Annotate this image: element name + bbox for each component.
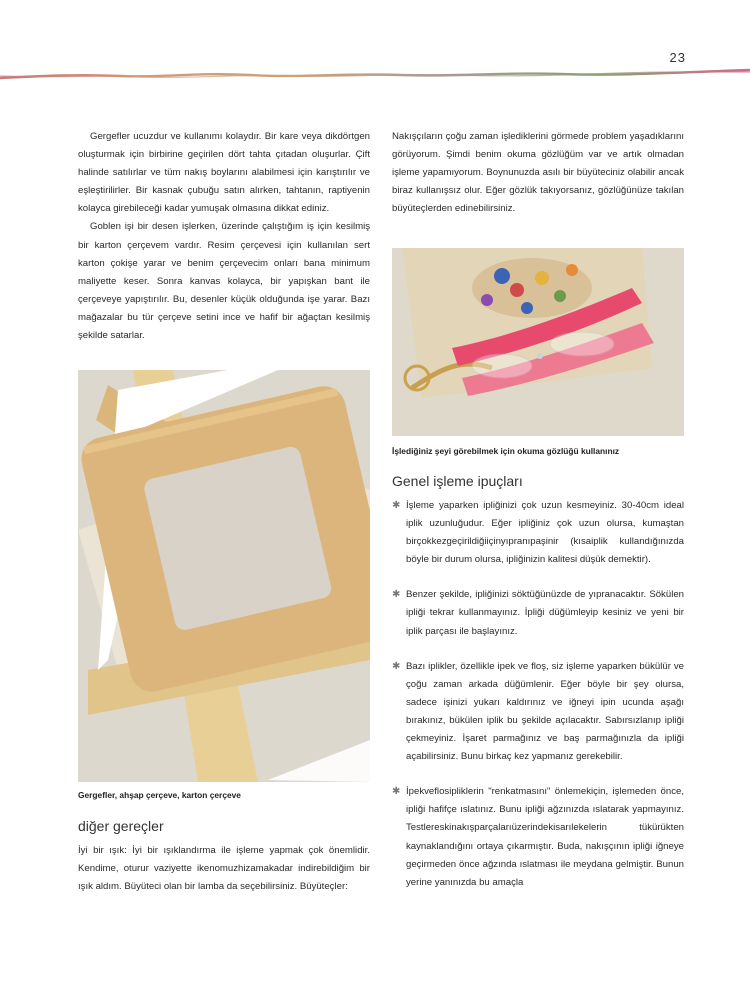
tip-text: Bazı iplikler, özellikle ipek ve floş, siz işleme yaparken bükülür ve çoğu zaman arkada düğümlenir. Eğer böyle bir şey olursa, sadece işinizi yukarı kaldırınız ve iğneyi ipin ucunda aşağı bırakınız, bükülen iplik bu şekilde açılacaktır. Sabırsızlanıp ipliği çekmeyiniz. İşaret parmağınız ve baş parmağınızla da ipliği açabilirsiniz. Bunu birkaç kez yapmanız gerekebilir.: [406, 660, 684, 763]
tips-heading: Genel işleme ipuçları: [392, 473, 523, 489]
asterisk-icon: ✱: [392, 786, 401, 798]
tips-list: [392, 497, 684, 909]
body-paragraph: Nakışçıların çoğu zaman işlediklerini görmede problem yaşadıklarını görüyorum. Şimdi benim okuma gözlüğüm var ve artık olmadan işleme yapamıyorum. Boynunuzda asılı bir büyüteciniz olabilir ancak biraz kullanışsız olur. Eğer gözlük takıyorsanız, gözlüğünüze takılan büyüteçlerden edinebilirsiniz.: [392, 131, 684, 215]
list-item: [392, 658, 684, 767]
list-item: [392, 586, 684, 640]
frames-photo-caption: Gergefler, ahşap çerçeve, karton çerçeve: [78, 790, 241, 800]
asterisk-icon: ✱: [392, 500, 401, 511]
glasses-photo-caption: İşlediğiniz şeyi görebilmek için okuma gözlüğü kullanınız: [392, 446, 620, 456]
page-number: 23: [669, 50, 686, 65]
tip-text: İşleme yaparken ipliğinizi çok uzun kesmeyiniz. 30-40cm ideal iplik uzunluğudur. Eğer ipliğiniz çok uzun olursa, kumaştan birçokkezgeçirildiğiiçinyıpranıpaşinir (kısaiplik kullandığınızda böyle bir durum olursa, ipliğinizin kalitesi düşük demektir).: [406, 500, 684, 566]
asterisk-icon: ✱: [392, 660, 401, 672]
decorative-thread-line: [0, 66, 750, 86]
body-paragraph: Gergefler ucuzdur ve kullanımı kolaydır. Bir kare veya dikdörtgen oluşturmak için birbirine geçirilen dört tahta çıtadan oluşurlar. Çift halinde satılırlar ve tüm nakış boylarını alabilmesi için karıştırılır ve eşleştirilirler. Bir kasnak çubuğu satın alırken, tahtanın, raptiyenin kolayca girebileceği kadar yumuşak olmasına dikkat ediniz.: [78, 131, 370, 215]
other-tools-section: [78, 842, 370, 896]
glasses-photo: [392, 248, 684, 436]
tip-text: İpekveflosipliklerin "renkatmasını" önlemekiçin, işlemeden önce, ipliği hafifçe ıslatınız. Bunu ipliği ağzınızda ıslatarak yapmayınız. Testlereskinakışparçalarıüzerindekisarılekelerin tükürükten kaynaklandığını ortaya çıkarmıştır. Buda, nakışçının ipliği iğneye geçirmeden önce ağzında ıslatması ile meydana gelmiştir. Bunun yerine yanınızda bu amaçla: [406, 786, 684, 888]
body-paragraph: Goblen işi bir desen işlerken, üzerinde çalıştığım iş için kesilmiş bir karton çerçevem vardır. Resim çerçevesi için kullanılan sert karton çokişe yarar ve benim çerçevecim onları bana minimum maliyette keser. Sonra kanvas kolayca, bir yapışkan bant ile çerçeveye yapıştırılır. Bu, desenler küçük olduğunda işe yarar. Bazı mağazalar bu tür çerçeve setini ince ve hafif bir ağaçtan kesilmiş şekilde satarlar.: [78, 221, 370, 342]
list-item: [392, 783, 684, 892]
list-item: [392, 497, 684, 569]
left-column: [78, 128, 370, 345]
asterisk-icon: ✱: [392, 589, 401, 601]
right-column: [392, 128, 684, 218]
tip-text: Benzer şekilde, ipliğinizi söktüğünüzde de yıpranacaktır. Sökülen ipliği tekrar kullanmayınız. İpliği düğümleyip kesiniz ve yeni bir iplik parçası ile başlayınız.: [406, 589, 684, 637]
frames-photo: [78, 370, 370, 782]
body-paragraph: İyi bir ışık: İyi bir ışıklandırma ile işleme yapmak çok önemlidir. Kendime, oturur vaziyette ikenomuzhizamakadar indirebildiğim bir ışık aldım. Büyüteci olan bir lamba da seçebilirsiniz. Büyüteçler:: [78, 845, 370, 893]
other-tools-heading: diğer gereçler: [78, 818, 164, 834]
